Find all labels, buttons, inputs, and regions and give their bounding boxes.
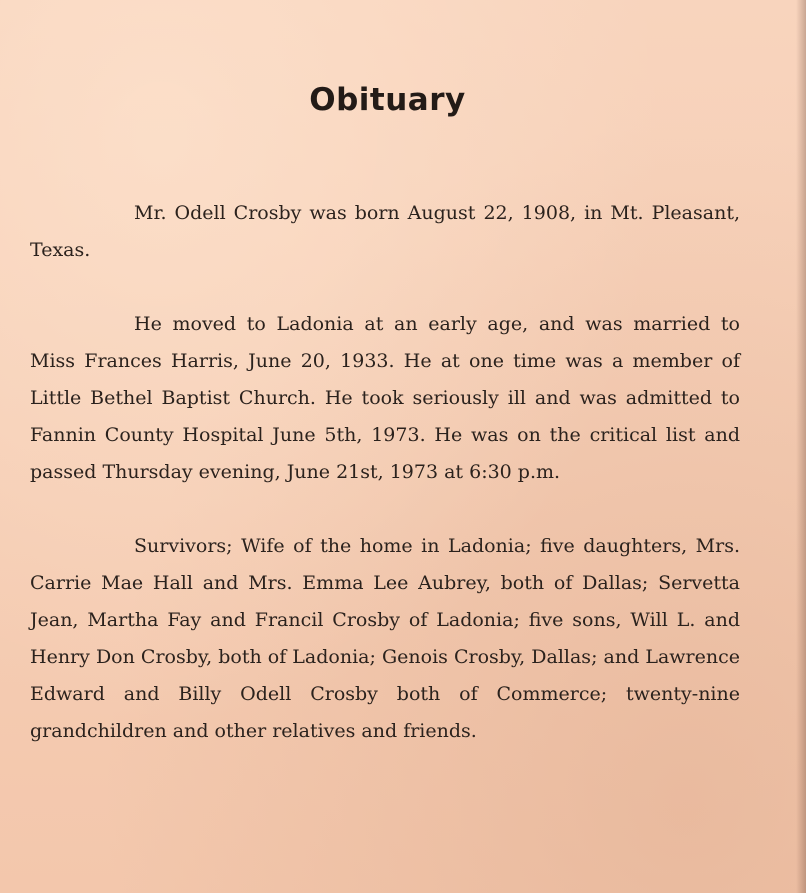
paper-edge-shadow [796, 0, 806, 893]
obituary-body [30, 195, 740, 750]
paragraph-birth: Mr. Odell Crosby was born August 22, 1908, in Mt. Pleasant, Texas. [30, 202, 740, 261]
page-title: Obituary [309, 82, 466, 118]
paragraph-life-and-death: He moved to Ladonia at an early age, and was married to Miss Frances Harris, June 20, 1933. He at one time was a member of Little Bethel Baptist Church. He took seriously ill and was admitted to Fannin County Hospital June 5th, 1973. He was on the critical list and passed Thursday evening, June 21st, 1973 at 6:30 p.m. [30, 313, 740, 483]
paragraph-survivors: Survivors; Wife of the home in Ladonia; five daughters, Mrs. Carrie Mae Hall and Mrs. Emma Lee Aubrey, both of Dallas; Servetta Jean, Martha Fay and Francil Crosby of Ladonia; five sons, Will L. and Henry Don Crosby, both of Ladonia; Genois Crosby, Dallas; and Lawrence Edward and Billy Odell Crosby both of Commerce; twenty-nine grandchildren and other relatives and friends. [30, 535, 740, 742]
